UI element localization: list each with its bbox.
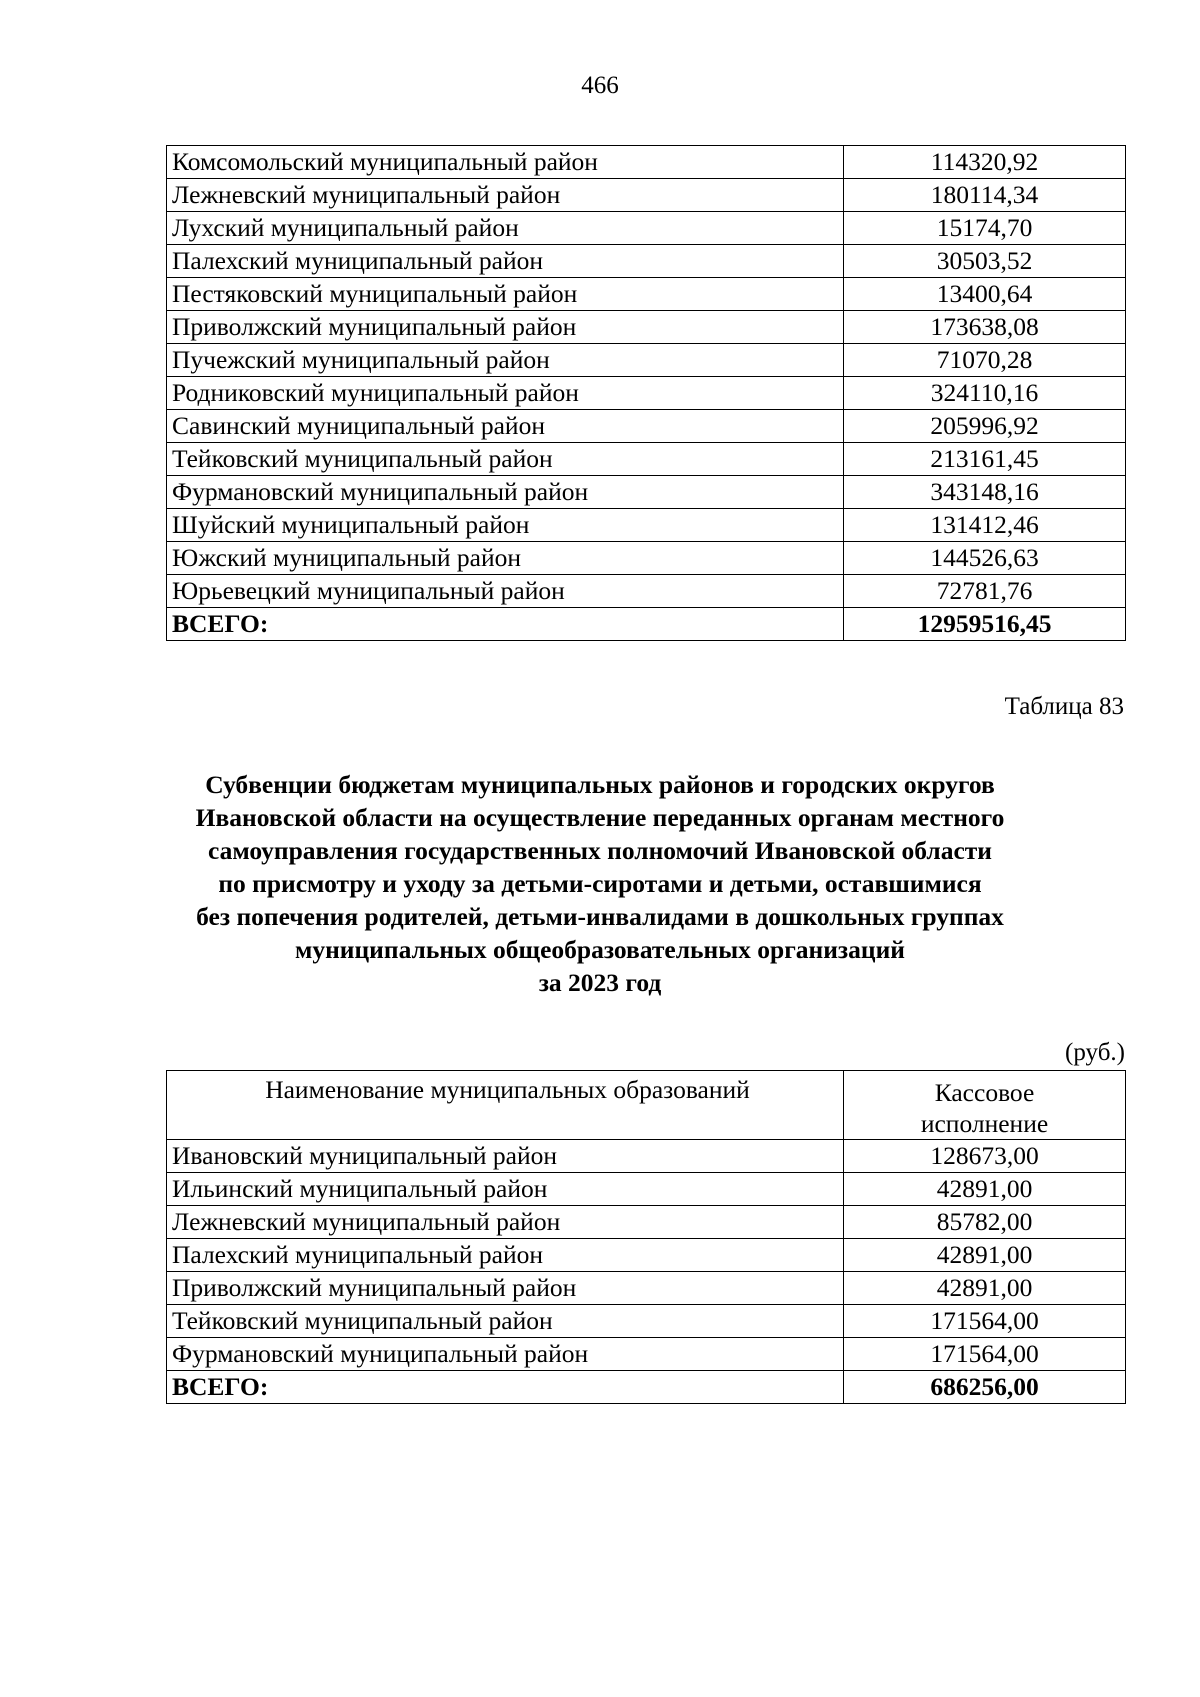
amount-value: 173638,08 bbox=[844, 311, 1126, 344]
total-label: ВСЕГО: bbox=[167, 1371, 844, 1404]
title-line: Субвенции бюджетам муниципальных районов и городских округов bbox=[205, 770, 995, 799]
table-row bbox=[167, 1140, 1126, 1173]
amount-value: 72781,76 bbox=[844, 575, 1126, 608]
amount-value: 42891,00 bbox=[844, 1272, 1126, 1305]
table-row bbox=[167, 245, 1126, 278]
amount-value: 213161,45 bbox=[844, 443, 1126, 476]
municipality-name: Лухский муниципальный район bbox=[167, 212, 844, 245]
table-row bbox=[167, 509, 1126, 542]
municipality-name: Юрьевецкий муниципальный район bbox=[167, 575, 844, 608]
table-row bbox=[167, 542, 1126, 575]
amount-value: 205996,92 bbox=[844, 410, 1126, 443]
amount-value: 144526,63 bbox=[844, 542, 1126, 575]
table-row bbox=[167, 1173, 1126, 1206]
header-line: исполнение bbox=[920, 1109, 1049, 1138]
amount-value: 114320,92 bbox=[844, 146, 1126, 179]
municipality-name: Савинский муниципальный район bbox=[167, 410, 844, 443]
title-line: муниципальных общеобразовательных организаций bbox=[294, 935, 905, 964]
municipality-name: Родниковский муниципальный район bbox=[167, 377, 844, 410]
amount-value: 85782,00 bbox=[844, 1206, 1126, 1239]
table-row bbox=[167, 377, 1126, 410]
municipality-name: Ивановский муниципальный район bbox=[167, 1140, 844, 1173]
table-row bbox=[167, 575, 1126, 608]
header-row bbox=[167, 1071, 1126, 1140]
amount-value: 71070,28 bbox=[844, 344, 1126, 377]
table-row bbox=[167, 1338, 1126, 1371]
amount-value: 42891,00 bbox=[844, 1239, 1126, 1272]
municipality-name: Южский муниципальный район bbox=[167, 542, 844, 575]
table-row bbox=[167, 278, 1126, 311]
amount-value: 13400,64 bbox=[844, 278, 1126, 311]
page-number: 466 bbox=[581, 72, 619, 99]
table-number-label: Таблица 83 bbox=[1004, 693, 1124, 720]
municipality-name: Ильинский муниципальный район bbox=[167, 1173, 844, 1206]
amount-value: 30503,52 bbox=[844, 245, 1126, 278]
total-row bbox=[167, 608, 1126, 641]
amount-value: 42891,00 bbox=[844, 1173, 1126, 1206]
amount-value: 128673,00 bbox=[844, 1140, 1126, 1173]
municipality-name: Пучежский муниципальный район bbox=[167, 344, 844, 377]
municipality-name: Шуйский муниципальный район bbox=[167, 509, 844, 542]
amount-value: 131412,46 bbox=[844, 509, 1126, 542]
table-row bbox=[167, 443, 1126, 476]
table-row bbox=[167, 1206, 1126, 1239]
column-header-name: Наименование муниципальных образований bbox=[167, 1071, 844, 1140]
table-title bbox=[100, 768, 1100, 999]
municipality-name: Лежневский муниципальный район bbox=[167, 179, 844, 212]
table-row bbox=[167, 212, 1126, 245]
table-83 bbox=[166, 1070, 1126, 1404]
header-line: Кассовое bbox=[934, 1078, 1035, 1107]
municipality-name: Палехский муниципальный район bbox=[167, 245, 844, 278]
municipality-name: Приволжский муниципальный район bbox=[167, 311, 844, 344]
table-row bbox=[167, 146, 1126, 179]
table-row bbox=[167, 1272, 1126, 1305]
municipality-name: Пестяковский муниципальный район bbox=[167, 278, 844, 311]
total-value: 12959516,45 bbox=[844, 608, 1126, 641]
total-label: ВСЕГО: bbox=[167, 608, 844, 641]
amount-value: 171564,00 bbox=[844, 1338, 1126, 1371]
amount-value: 171564,00 bbox=[844, 1305, 1126, 1338]
municipality-name: Палехский муниципальный район bbox=[167, 1239, 844, 1272]
municipality-name: Лежневский муниципальный район bbox=[167, 1206, 844, 1239]
municipality-name: Приволжский муниципальный район bbox=[167, 1272, 844, 1305]
municipality-name: Тейковский муниципальный район bbox=[167, 1305, 844, 1338]
municipality-name: Тейковский муниципальный район bbox=[167, 443, 844, 476]
title-line: Ивановской области на осуществление переданных органам местного bbox=[195, 803, 1005, 832]
units-label: (руб.) bbox=[1065, 1039, 1125, 1066]
total-row bbox=[167, 1371, 1126, 1404]
municipality-name: Фурмановский муниципальный район bbox=[167, 476, 844, 509]
amount-value: 180114,34 bbox=[844, 179, 1126, 212]
total-value: 686256,00 bbox=[844, 1371, 1126, 1404]
table-row bbox=[167, 179, 1126, 212]
amount-value: 324110,16 bbox=[844, 377, 1126, 410]
municipality-name: Комсомольский муниципальный район bbox=[167, 146, 844, 179]
title-line: самоуправления государственных полномочий Ивановской области bbox=[207, 836, 992, 865]
amount-value: 343148,16 bbox=[844, 476, 1126, 509]
column-header-value bbox=[844, 1071, 1126, 1140]
table-row bbox=[167, 311, 1126, 344]
table-row bbox=[167, 344, 1126, 377]
table-row bbox=[167, 410, 1126, 443]
title-line: без попечения родителей, детьми-инвалидами в дошкольных группах bbox=[196, 902, 1004, 931]
municipality-name: Фурмановский муниципальный район bbox=[167, 1338, 844, 1371]
table-row bbox=[167, 1239, 1126, 1272]
table-row bbox=[167, 476, 1126, 509]
table-row bbox=[167, 1305, 1126, 1338]
amount-value: 15174,70 bbox=[844, 212, 1126, 245]
title-line: по присмотру и уходу за детьми-сиротами и детьми, оставшимися bbox=[218, 869, 982, 898]
continued-subsidy-table bbox=[166, 145, 1126, 641]
title-line: за 2023 год bbox=[538, 968, 662, 997]
